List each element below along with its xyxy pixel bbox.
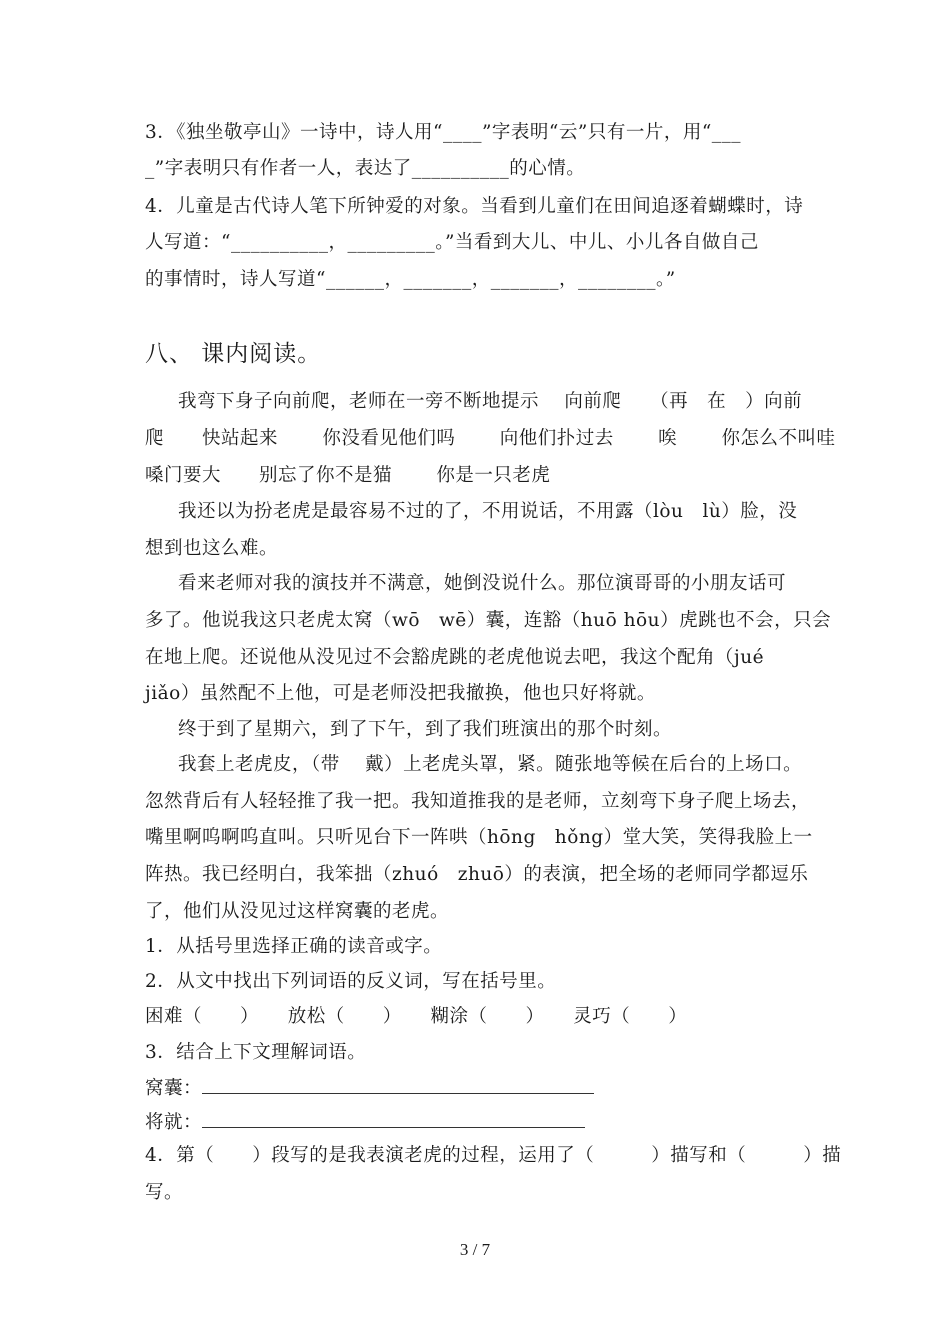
question-3-word-2: 将就： xyxy=(145,1112,203,1133)
question-4-line-2: 人写道：“__________，_________。”当看到大儿、中儿、小儿各自做自己 xyxy=(145,232,759,253)
answer-line[interactable] xyxy=(202,1075,594,1094)
passage-line: 多了。他说我这只老虎太窝（wō wē）囊，连豁（huō hōu）虎跳也不会，只会 xyxy=(145,610,832,631)
passage-line: 在地上爬。还说他从没见过不会豁虎跳的老虎他说去吧，我这个配角（jué xyxy=(145,647,765,668)
page-number: 3 / 7 xyxy=(459,1240,491,1259)
question-3-line-2: _”字表明只有作者一人，表达了__________的心情。 xyxy=(145,158,586,179)
passage-line: 我还以为扮老虎是最容易不过的了，不用说话，不用露（lòu lù）脸，没 xyxy=(178,501,798,522)
question-3-word-1: 窝囊： xyxy=(145,1078,203,1099)
question-2: 2．从文中找出下列词语的反义词，写在括号里。 xyxy=(145,971,557,992)
passage-line: 想到也这么难。 xyxy=(145,538,279,559)
question-3-word-2-row xyxy=(145,1109,813,1136)
question-3-line-1: 3．《独坐敬亭山》一诗中，诗人用“____”字表明“云”只有一片，用“___ xyxy=(145,122,742,143)
section-heading: 八、 课内阅读。 xyxy=(145,341,322,367)
passage-line: 忽然背后有人轻轻推了我一把。我知道推我的是老师，立刻弯下身子爬上场去， xyxy=(145,791,811,812)
question-3-word-1-row xyxy=(145,1075,813,1102)
passage-line: 爬 快站起来 你没看见他们吗 向他们扑过去 唉 你怎么不叫哇 xyxy=(145,428,836,449)
passage-line: 看来老师对我的演技并不满意，她倒没说什么。那位演哥哥的小朋友话可 xyxy=(178,573,787,594)
passage-line: jiǎo）虽然配不上他，可是老师没把我撤换，他也只好将就。 xyxy=(145,683,656,704)
question-2-words: 困难（ ） 放松（ ） 糊涂（ ） 灵巧（ ） xyxy=(145,1006,688,1027)
passage-line: 阵热。我已经明白，我笨拙（zhuó zhuō）的表演，把全场的老师同学都逗乐 xyxy=(145,864,809,885)
question-1: 1．从括号里选择正确的读音或字。 xyxy=(145,936,443,957)
passage-line: 嘴里啊呜啊呜直叫。只听见台下一阵哄（hōng hǒng）堂大笑，笑得我脸上一 xyxy=(145,827,813,848)
passage-line: 我弯下身子向前爬，老师在一旁不断地提示 向前爬 （再 在 ）向前 xyxy=(178,391,803,412)
question-4-line-1: 4．第（ ）段写的是我表演老虎的过程，运用了（ ）描写和（ ）描 xyxy=(145,1145,842,1166)
passage-line: 终于到了星期六，到了下午，到了我们班演出的那个时刻。 xyxy=(178,719,673,740)
passage-line: 嗓门要大 别忘了你不是猫 你是一只老虎 xyxy=(145,465,551,486)
passage-line: 了，他们从没见过这样窝囊的老虎。 xyxy=(145,901,450,922)
question-4-line-3: 的事情时，诗人写道“______，_______，_______，________。” xyxy=(145,269,676,290)
passage-line: 我套上老虎皮，（带 戴）上老虎头罩，紧。随张地等候在后台的上场口。 xyxy=(178,754,803,775)
question-4-line-2: 写。 xyxy=(145,1182,184,1203)
question-3: 3．结合上下文理解词语。 xyxy=(145,1042,367,1063)
answer-line[interactable] xyxy=(202,1109,585,1128)
question-4-line-1: 4．儿童是古代诗人笔下所钟爱的对象。当看到儿童们在田间追逐着蝴蝶时，诗 xyxy=(145,196,804,217)
